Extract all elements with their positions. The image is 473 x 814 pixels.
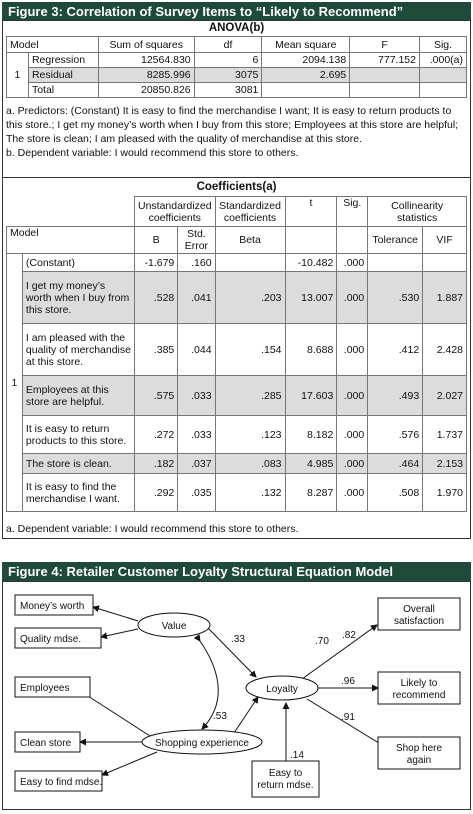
label-quality: Quality mdse. — [20, 634, 82, 645]
anova-row-name: Total — [28, 83, 98, 98]
coef-header-vif: VIF — [423, 227, 467, 254]
coef-cell: .530 — [368, 272, 423, 324]
label-easy-find: Easy to find mdse. — [20, 777, 103, 788]
coef-loyalty-likely: .96 — [341, 676, 355, 687]
coef-cell: .576 — [368, 416, 423, 454]
coef-cell: 8.287 — [285, 474, 337, 512]
coef-cell: 8.688 — [285, 324, 337, 376]
coef-row-name: Employees at this store are helpful. — [22, 376, 134, 416]
coef-cell — [423, 254, 467, 272]
coef-cell: .000 — [337, 376, 368, 416]
coef-cell: .412 — [368, 324, 423, 376]
anova-cell: 2.695 — [262, 68, 350, 83]
coef-cell: 8.182 — [285, 416, 337, 454]
coef-cell: .385 — [134, 324, 177, 376]
coef-value-loyalty: .33 — [231, 634, 245, 645]
coef-loyalty-overall-inner: .70 — [315, 636, 329, 647]
coef-cell: 13.007 — [285, 272, 337, 324]
coef-cell: .203 — [215, 272, 285, 324]
coef-cell: 2.153 — [423, 454, 467, 474]
coef-cell: .493 — [368, 376, 423, 416]
path-loyalty-shop — [307, 699, 387, 748]
anova-note-a: a. Predictors: (Constant) It is easy to find the merchandise I want; It is easy to return products to this store.; I get my money’s worth when I buy from this store; Employees at this store are helpful; The store is clean; I am pleased with the quality of merchandise at this store. — [6, 105, 459, 145]
coef-cell: .123 — [215, 416, 285, 454]
anova-notes — [6, 104, 466, 160]
anova-row-name: Residual — [28, 68, 98, 83]
coef-cell: .508 — [368, 474, 423, 512]
coef-cell: .528 — [134, 272, 177, 324]
coefficients-note: a. Dependent variable: I would recommend this store to others. — [6, 523, 299, 535]
anova-row-name: Regression — [28, 53, 98, 68]
label-shopping: Shopping experience — [155, 738, 249, 749]
box-easy-return — [252, 761, 319, 797]
anova-note-b: b. Dependent variable: I would recommend this store to others. — [6, 147, 299, 159]
coef-cell: .000 — [337, 474, 368, 512]
coef-cell: 2.428 — [423, 324, 467, 376]
sem-diagram — [2, 581, 471, 810]
anova-header-model: Model — [7, 37, 99, 53]
coef-cell: .132 — [215, 474, 285, 512]
label-loyalty: Loyalty — [266, 684, 298, 695]
anova-cell — [420, 68, 467, 83]
coef-loyalty-overall: .82 — [342, 630, 356, 641]
label-clean: Clean store — [20, 738, 72, 749]
coef-row-name: I get my money’s worth when I buy from this store. — [22, 272, 134, 324]
label-line: again — [406, 755, 432, 766]
anova-cell — [420, 83, 467, 98]
coef-row-name: I am pleased with the quality of merchandise at this store. — [22, 324, 134, 376]
coef-cell: .044 — [178, 324, 215, 376]
coef-header-collinearity: Collinearity statistics — [368, 197, 467, 227]
anova-cell: 6 — [194, 53, 262, 68]
figure4-title: Figure 4: Retailer Customer Loyalty Structural Equation Model — [2, 562, 471, 581]
anova-cell: 12564.830 — [98, 53, 194, 68]
anova-cell: 3081 — [194, 83, 262, 98]
coef-cell: .041 — [178, 272, 215, 324]
anova-table — [6, 36, 467, 98]
label-line: return mdse. — [257, 780, 314, 791]
coef-cell: 4.985 — [285, 454, 337, 474]
anova-cell — [262, 83, 350, 98]
anova-header-sig: Sig. — [420, 37, 467, 53]
coef-cell: .000 — [337, 324, 368, 376]
anova-model-number: 1 — [7, 53, 29, 98]
figure3-title: Figure 3: Correlation of Survey Items to “Likely to Recommend” — [2, 2, 471, 20]
section-divider — [2, 177, 471, 178]
anova-cell: .000(a) — [420, 53, 467, 68]
coef-cell: 1.887 — [423, 272, 467, 324]
coef-cell: .083 — [215, 454, 285, 474]
anova-cell: 20850.826 — [98, 83, 194, 98]
coef-cell: .000 — [337, 416, 368, 454]
coef-cell — [368, 254, 423, 272]
coef-cell: 2.027 — [423, 376, 467, 416]
label-line: Likely to — [400, 678, 438, 689]
label-money: Money’s worth — [20, 601, 85, 612]
anova-cell: 8285.996 — [98, 68, 194, 83]
coef-cell: .464 — [368, 454, 423, 474]
coef-cell: 17.603 — [285, 376, 337, 416]
coef-cell: .272 — [134, 416, 177, 454]
coef-header-t: t — [285, 197, 337, 227]
coef-cell: .575 — [134, 376, 177, 416]
coef-row-name: The store is clean. — [22, 454, 134, 474]
anova-header-f: F — [350, 37, 420, 53]
coefficients-title: Coefficients(a) — [196, 181, 277, 193]
path-value-money — [93, 607, 138, 621]
coef-cell: .035 — [178, 474, 215, 512]
coef-header-beta: Beta — [215, 227, 285, 254]
coef-cell: .037 — [178, 454, 215, 474]
coef-row-name: It is easy to return products to this store. — [22, 416, 134, 454]
anova-cell: 3075 — [194, 68, 262, 83]
coef-cell: .292 — [134, 474, 177, 512]
coef-cell: .033 — [178, 376, 215, 416]
anova-header-df: df — [194, 37, 262, 53]
path-loyalty-overall — [302, 625, 377, 679]
anova-cell — [350, 83, 420, 98]
coef-cell: .285 — [215, 376, 285, 416]
coef-cell — [215, 254, 285, 272]
anova-cell — [350, 68, 420, 83]
label-line: recommend — [392, 690, 446, 701]
coef-cell: .000 — [337, 254, 368, 272]
coef-header-model: Model — [7, 227, 135, 254]
coef-shopping-loyalty: .53 — [213, 711, 227, 722]
coef-header-tolerance: Tolerance — [368, 227, 423, 254]
coef-loyalty-shop: .91 — [341, 712, 355, 723]
coef-header-se: Std. Error — [178, 227, 215, 254]
coef-row-name: It is easy to find the merchandise I want. — [22, 474, 134, 512]
label-line: Overall — [403, 604, 435, 615]
coef-cell: .154 — [215, 324, 285, 376]
anova-cell: 2094.138 — [262, 53, 350, 68]
coef-cell: -1.679 — [134, 254, 177, 272]
coef-cell: 1.970 — [423, 474, 467, 512]
anova-title: ANOVA(b) — [208, 22, 265, 34]
coef-cell: .182 — [134, 454, 177, 474]
label-line: Easy to — [268, 768, 303, 779]
anova-header-ms: Mean square — [262, 37, 350, 53]
label-line: satisfaction — [393, 616, 445, 627]
coef-header-sig: Sig. — [337, 197, 368, 227]
coef-header-std: Standardized coefficients — [215, 197, 285, 227]
path-value-quality — [101, 629, 138, 637]
path-shopping-easyfind — [102, 752, 157, 775]
coef-cell: .000 — [337, 454, 368, 474]
coef-cell: .000 — [337, 272, 368, 324]
coef-header-b: B — [134, 227, 177, 254]
coef-return-loyalty: .14 — [290, 750, 304, 761]
coef-cell: .033 — [178, 416, 215, 454]
coef-row-name: (Constant) — [22, 254, 134, 272]
coef-model-number: 1 — [7, 254, 23, 512]
coef-cell: 1.737 — [423, 416, 467, 454]
coefficients-table — [6, 196, 467, 512]
label-line: Shop here — [395, 743, 443, 754]
coef-cell: -10.482 — [285, 254, 337, 272]
label-employees: Employees — [20, 683, 70, 694]
label-value: Value — [161, 621, 187, 632]
path-shopping-loyalty — [234, 697, 258, 733]
anova-header-ss: Sum of squares — [98, 37, 194, 53]
anova-cell: 777.152 — [350, 53, 420, 68]
coef-header-unstd: Unstandardized coefficients — [134, 197, 215, 227]
coef-cell: .160 — [178, 254, 215, 272]
